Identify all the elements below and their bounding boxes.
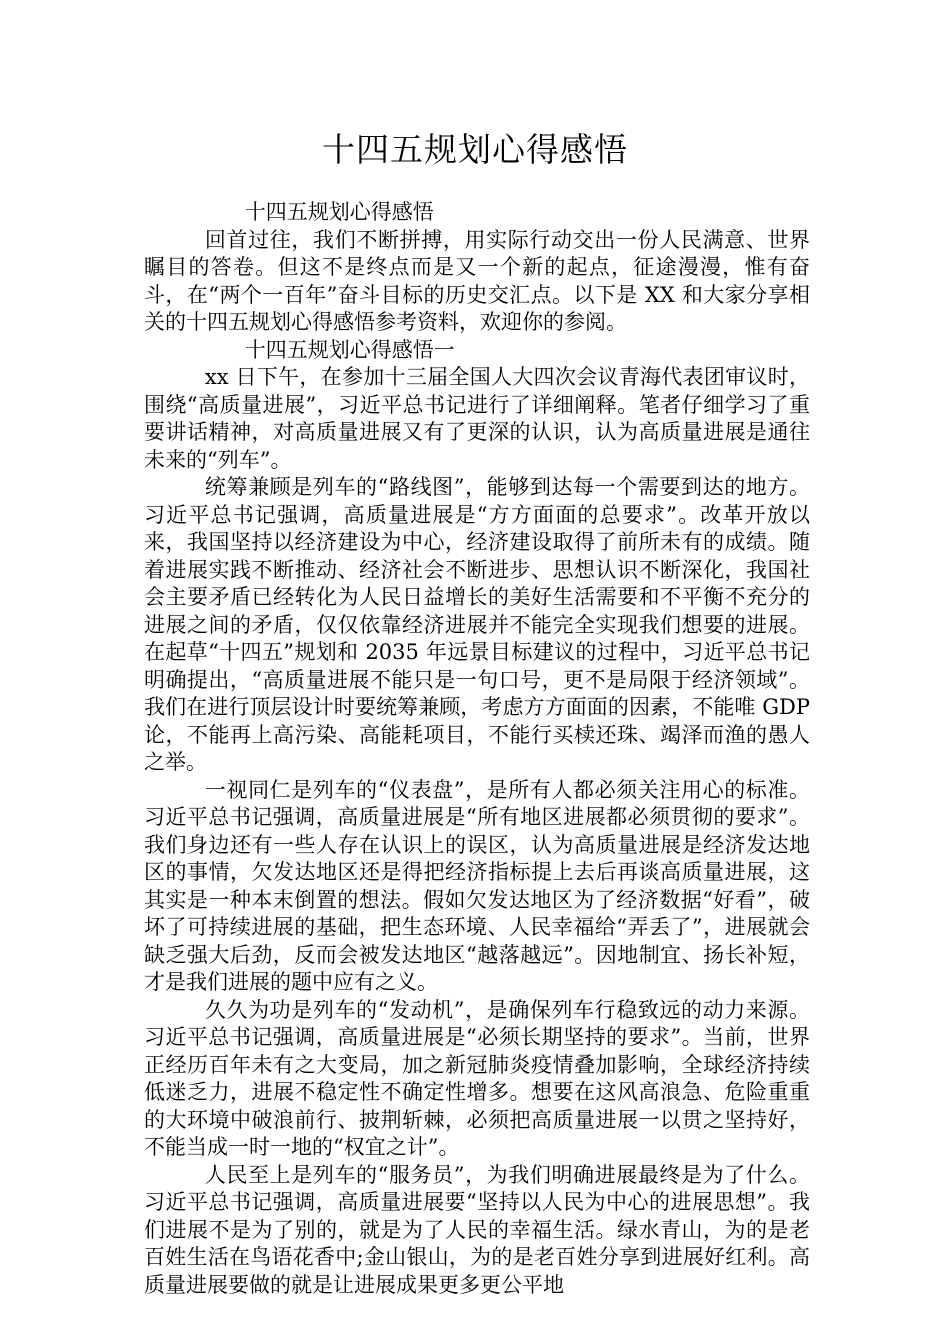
body-paragraph: 回首过往，我们不断拼搏，用实际行动交出一份人民满意、世界瞩目的答卷。但这不是终点而是又一个新的起点，征途漫漫，惟有奋斗，在“两个一百年”奋斗目标的历史交汇点。以下是 XX 和大家分享相关的十四五规划心得感悟参考资料，欢迎你的参阅。 [144,227,810,334]
body-paragraph: xx 日下午，在参加十三届全国人大四次会议青海代表团审议时，围绕“高质量进展”，习近平总书记进行了详细阐释。笔者仔细学习了重要讲话精神，对高质量进展又有了更深的认识，认为高质量进展是通往未来的“列车”。 [144,365,810,472]
document-body [144,199,810,1299]
body-paragraph: 人民至上是列车的“服务员”，为我们明确进展最终是为了什么。习近平总书记强调，高质量进展要“坚持以人民为中心的进展思想”。我们进展不是为了别的，就是为了人民的幸福生活。绿水青山，为的是老百姓生活在鸟语花香中;金山银山，为的是老百姓分享到进展好红利。高质量进展要做的就是让进展成果更多更公平地 [144,1162,810,1297]
document-title: 十四五规划心得感悟 [322,130,628,169]
body-paragraph: 久久为功是列车的“发动机”，是确保列车行稳致远的动力来源。习近平总书记强调，高质量进展是“必须长期坚持的要求”。当前，世界正经历百年未有之大变局，加之新冠肺炎疫情叠加影响，全球经济持续低迷乏力，进展不稳定性不确定性增多。想要在这风高浪急、危险重重的大环境中破浪前行、披荆斩棘，必须把高质量进展一以贯之坚持好，不能当成一时一地的“权宜之计”。 [144,997,810,1159]
body-paragraph: 一视同仁是列车的“仪表盘”，是所有人都必须关注用心的标准。习近平总书记强调，高质量进展是“所有地区进展都必须贯彻的要求”。我们身边还有一些人存在认识上的误区，认为高质量进展是经济发达地区的事情，欠发达地区还是得把经济指标提上去后再谈高质量进展，这其实是一种本末倒置的想法。假如欠发达地区为了经济数据“好看”，破坏了可持续进展的基础，把生态环境、人民幸福给“弄丢了”，进展就会缺乏强大后劲，反而会被发达地区“越落越远”。因地制宜、扬长补短，才是我们进展的题中应有之义。 [144,777,810,994]
section-subheading: 十四五规划心得感悟一 [244,337,455,362]
section-subheading: 十四五规划心得感悟 [244,200,434,224]
body-paragraph: 统筹兼顾是列车的“路线图”，能够到达每一个需要到达的地方。习近平总书记强调，高质量进展是“方方面面的总要求”。改革开放以来，我国坚持以经济建设为中心，经济建设取得了前所未有的成绩。随着进展实践不断推动、经济社会不断进步、思想认识不断深化，我国社会主要矛盾已经转化为人民日益增长的美好生活需要和不平衡不充分的进展之间的矛盾，仅仅依靠经济进展并不能完全实现我们想要的进展。在起草“十四五”规划和 2035 年远景目标建议的过程中，习近平总书记明确提出，“高质量进展不能只是一句口号，更不是局限于经济领域”。我们在进行顶层设计时要统筹兼顾，考虑方方面面的因素，不能唯 GDP 论，不能再上高污染、高能耗项目，不能行买椟还珠、竭泽而渔的愚人之举。 [144,475,810,774]
